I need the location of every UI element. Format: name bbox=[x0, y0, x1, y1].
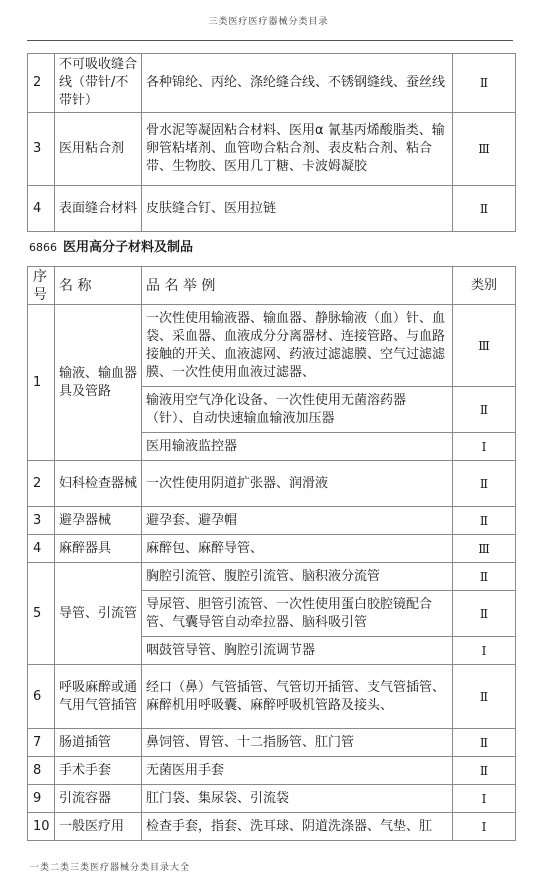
page-header: 三类医疗医疗器械分类目录 bbox=[208, 17, 329, 27]
item-examples: 皮肤缝合钉、医用拉链 bbox=[142, 186, 453, 232]
row-number: 4 bbox=[28, 186, 55, 232]
table-row bbox=[28, 54, 516, 113]
item-name: 呼吸麻醉或通气用气管插管 bbox=[55, 665, 142, 729]
catalog-table-6866 bbox=[27, 266, 516, 841]
item-name: 引流容器 bbox=[55, 785, 142, 813]
row-number: 5 bbox=[28, 563, 55, 665]
row-number: 9 bbox=[28, 785, 55, 813]
table-header-row bbox=[28, 267, 516, 305]
item-class: Ⅲ bbox=[453, 305, 516, 387]
item-class: Ⅱ bbox=[453, 387, 516, 433]
table-row bbox=[28, 757, 516, 785]
item-name: 表面缝合材料 bbox=[55, 186, 142, 232]
table-row bbox=[28, 785, 516, 813]
section-title bbox=[29, 236, 193, 255]
table-row bbox=[28, 186, 516, 232]
row-number: 4 bbox=[28, 535, 55, 563]
item-examples: 经口（鼻）气管插管、气管切开插管、支气管插管、麻醉机用呼吸囊、麻醉呼吸机管路及接头、 bbox=[142, 665, 453, 729]
item-name: 一般医疗用 bbox=[55, 813, 142, 841]
item-examples: 胸腔引流管、腹腔引流管、脑积液分流管 bbox=[142, 563, 453, 591]
item-class: Ⅲ bbox=[453, 535, 516, 563]
row-number: 3 bbox=[28, 507, 55, 535]
row-number: 1 bbox=[28, 305, 55, 461]
table-row bbox=[28, 665, 516, 729]
row-number: 8 bbox=[28, 757, 55, 785]
item-examples: 避孕套、避孕帽 bbox=[142, 507, 453, 535]
section-name: 医用高分子材料及制品 bbox=[63, 240, 194, 255]
item-examples: 导尿管、胆管引流管、一次性使用蛋白胶腔镜配合管、气囊导管自动牵拉器、脑科吸引管 bbox=[142, 591, 453, 637]
item-class: Ⅰ bbox=[453, 785, 516, 813]
row-number: 6 bbox=[28, 665, 55, 729]
item-class: Ⅱ bbox=[453, 665, 516, 729]
page-footer: 一类二类三类医疗器械分类目录大全 bbox=[30, 863, 191, 873]
column-header-name: 名 称 bbox=[55, 267, 142, 305]
item-class: Ⅱ bbox=[453, 461, 516, 507]
item-examples: 一次性使用输液器、输血器、静脉输液（血）针、血袋、采血器、血液成分分离器材、连接管路、与血路接触的开关、血液滤网、药液过滤滤膜、空气过滤滤膜、一次性使用血液过滤器、 bbox=[142, 305, 453, 387]
item-name: 不可吸收缝合线（带针/不带针） bbox=[55, 54, 142, 113]
item-class: Ⅱ bbox=[453, 186, 516, 232]
row-number: 3 bbox=[28, 113, 55, 186]
item-class: Ⅱ bbox=[453, 563, 516, 591]
item-examples: 输液用空气净化设备、一次性使用无菌溶药器（针）、自动快速输血输液加压器 bbox=[142, 387, 453, 433]
item-class: Ⅱ bbox=[453, 54, 516, 113]
column-header-examples: 品 名 举 例 bbox=[142, 267, 453, 305]
table-row bbox=[28, 563, 516, 591]
item-class: Ⅱ bbox=[453, 591, 516, 637]
item-examples: 鼻饲管、胃管、十二指肠管、肛门管 bbox=[142, 729, 453, 757]
item-class: Ⅱ bbox=[453, 729, 516, 757]
item-examples: 麻醉包、麻醉导管、 bbox=[142, 535, 453, 563]
item-examples: 无菌医用手套 bbox=[142, 757, 453, 785]
item-class: Ⅱ bbox=[453, 507, 516, 535]
row-number: 10 bbox=[28, 813, 55, 841]
item-class: Ⅲ bbox=[453, 113, 516, 186]
table-row bbox=[28, 113, 516, 186]
item-class: Ⅰ bbox=[453, 637, 516, 665]
item-examples: 一次性使用阴道扩张器、润滑液 bbox=[142, 461, 453, 507]
item-examples: 肛门袋、集尿袋、引流袋 bbox=[142, 785, 453, 813]
item-name: 避孕器械 bbox=[55, 507, 142, 535]
row-number: 2 bbox=[28, 461, 55, 507]
item-examples: 检查手套，指套、洗耳球、阴道洗涤器、气垫、肛 bbox=[142, 813, 453, 841]
item-name: 导管、引流管 bbox=[55, 563, 142, 665]
item-name: 妇科检查器械 bbox=[55, 461, 142, 507]
item-examples: 咽鼓管导管、胸腔引流调节器 bbox=[142, 637, 453, 665]
item-examples: 各种锦纶、丙纶、涤纶缝合线、不锈钢缝线、蚕丝线 bbox=[142, 54, 453, 113]
item-class: Ⅱ bbox=[453, 757, 516, 785]
item-examples: 医用输液监控器 bbox=[142, 433, 453, 461]
header-rule bbox=[27, 40, 513, 41]
table-row bbox=[28, 813, 516, 841]
item-class: Ⅰ bbox=[453, 433, 516, 461]
table-row bbox=[28, 507, 516, 535]
row-number: 2 bbox=[28, 54, 55, 113]
item-examples: 骨水泥等凝固粘合材料、医用α 氰基丙烯酸脂类、输卵管粘堵剂、血管吻合粘合剂、表皮粘合剂、粘合带、生物胶、医用几丁糖、卡波姆凝胶 bbox=[142, 113, 453, 186]
item-name: 手术手套 bbox=[55, 757, 142, 785]
table-row bbox=[28, 729, 516, 757]
column-header-number: 序号 bbox=[28, 267, 55, 305]
table-row bbox=[28, 535, 516, 563]
item-name: 麻醉器具 bbox=[55, 535, 142, 563]
section-code: 6866 bbox=[29, 241, 57, 254]
item-name: 肠道插管 bbox=[55, 729, 142, 757]
table-row bbox=[28, 461, 516, 507]
item-name: 输液、输血器具及管路 bbox=[55, 305, 142, 461]
catalog-table-continued bbox=[27, 53, 516, 232]
row-number: 7 bbox=[28, 729, 55, 757]
table-row bbox=[28, 305, 516, 387]
item-class: Ⅰ bbox=[453, 813, 516, 841]
column-header-class: 类别 bbox=[453, 267, 516, 305]
item-name: 医用粘合剂 bbox=[55, 113, 142, 186]
